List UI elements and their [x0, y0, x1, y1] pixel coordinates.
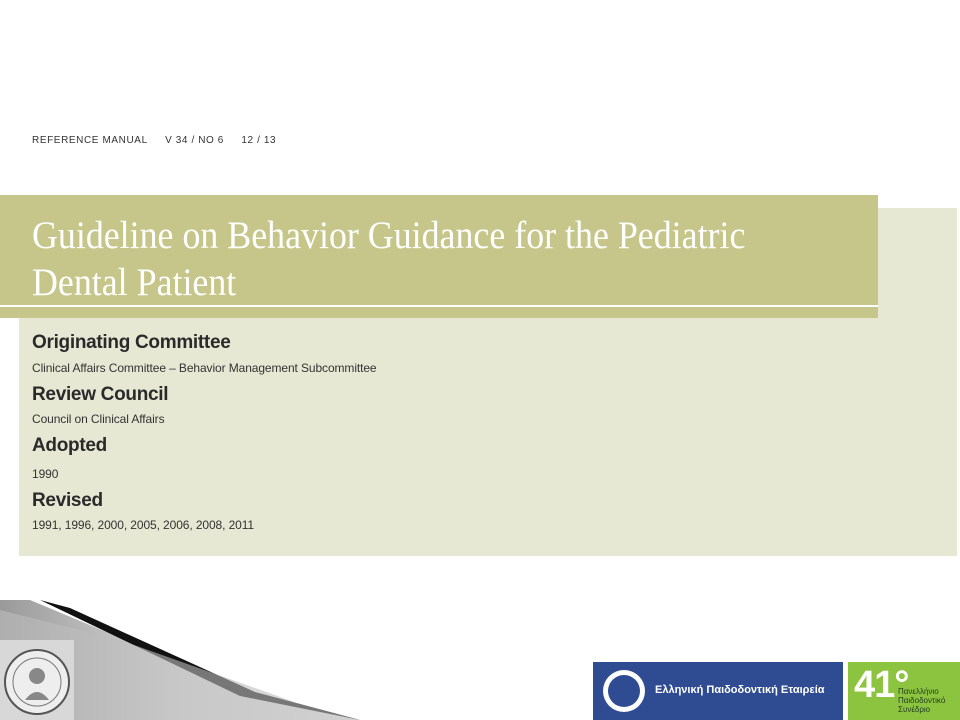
document-title — [32, 212, 796, 306]
review-council-heading: Review Council — [32, 384, 169, 405]
title-line-1: Guideline on Behavior Guidance for the Pediatric — [32, 214, 746, 257]
adopted-heading: Adopted — [32, 435, 107, 456]
running-header — [32, 135, 290, 146]
originating-committee-value: Clinical Affairs Committee – Behavior Management Subcommittee — [32, 361, 377, 375]
seal-emblem-icon — [0, 640, 74, 720]
congress-number: 41° — [854, 664, 909, 706]
congress-logo — [848, 662, 960, 720]
university-seal — [0, 640, 74, 720]
revised-heading: Revised — [32, 490, 103, 511]
adopted-value: 1990 — [32, 467, 59, 481]
publication-name: REFERENCE MANUAL — [32, 135, 148, 146]
society-logo — [593, 662, 843, 720]
society-name: Ελληνική Παιδοδοντική Εταιρεία — [655, 684, 825, 696]
issue-date: 12 / 13 — [241, 135, 277, 146]
society-emblem-icon — [603, 670, 645, 712]
title-line-2: Dental Patient — [32, 261, 237, 304]
volume-number: V 34 / NO 6 — [165, 135, 224, 146]
revised-value: 1991, 1996, 2000, 2005, 2006, 2008, 2011 — [32, 518, 254, 532]
review-council-value: Council on Clinical Affairs — [32, 412, 165, 426]
originating-committee-heading: Originating Committee — [32, 332, 231, 353]
congress-text: Πανελλήνιο Παιδοδοντικό Συνέδριο — [898, 687, 946, 714]
